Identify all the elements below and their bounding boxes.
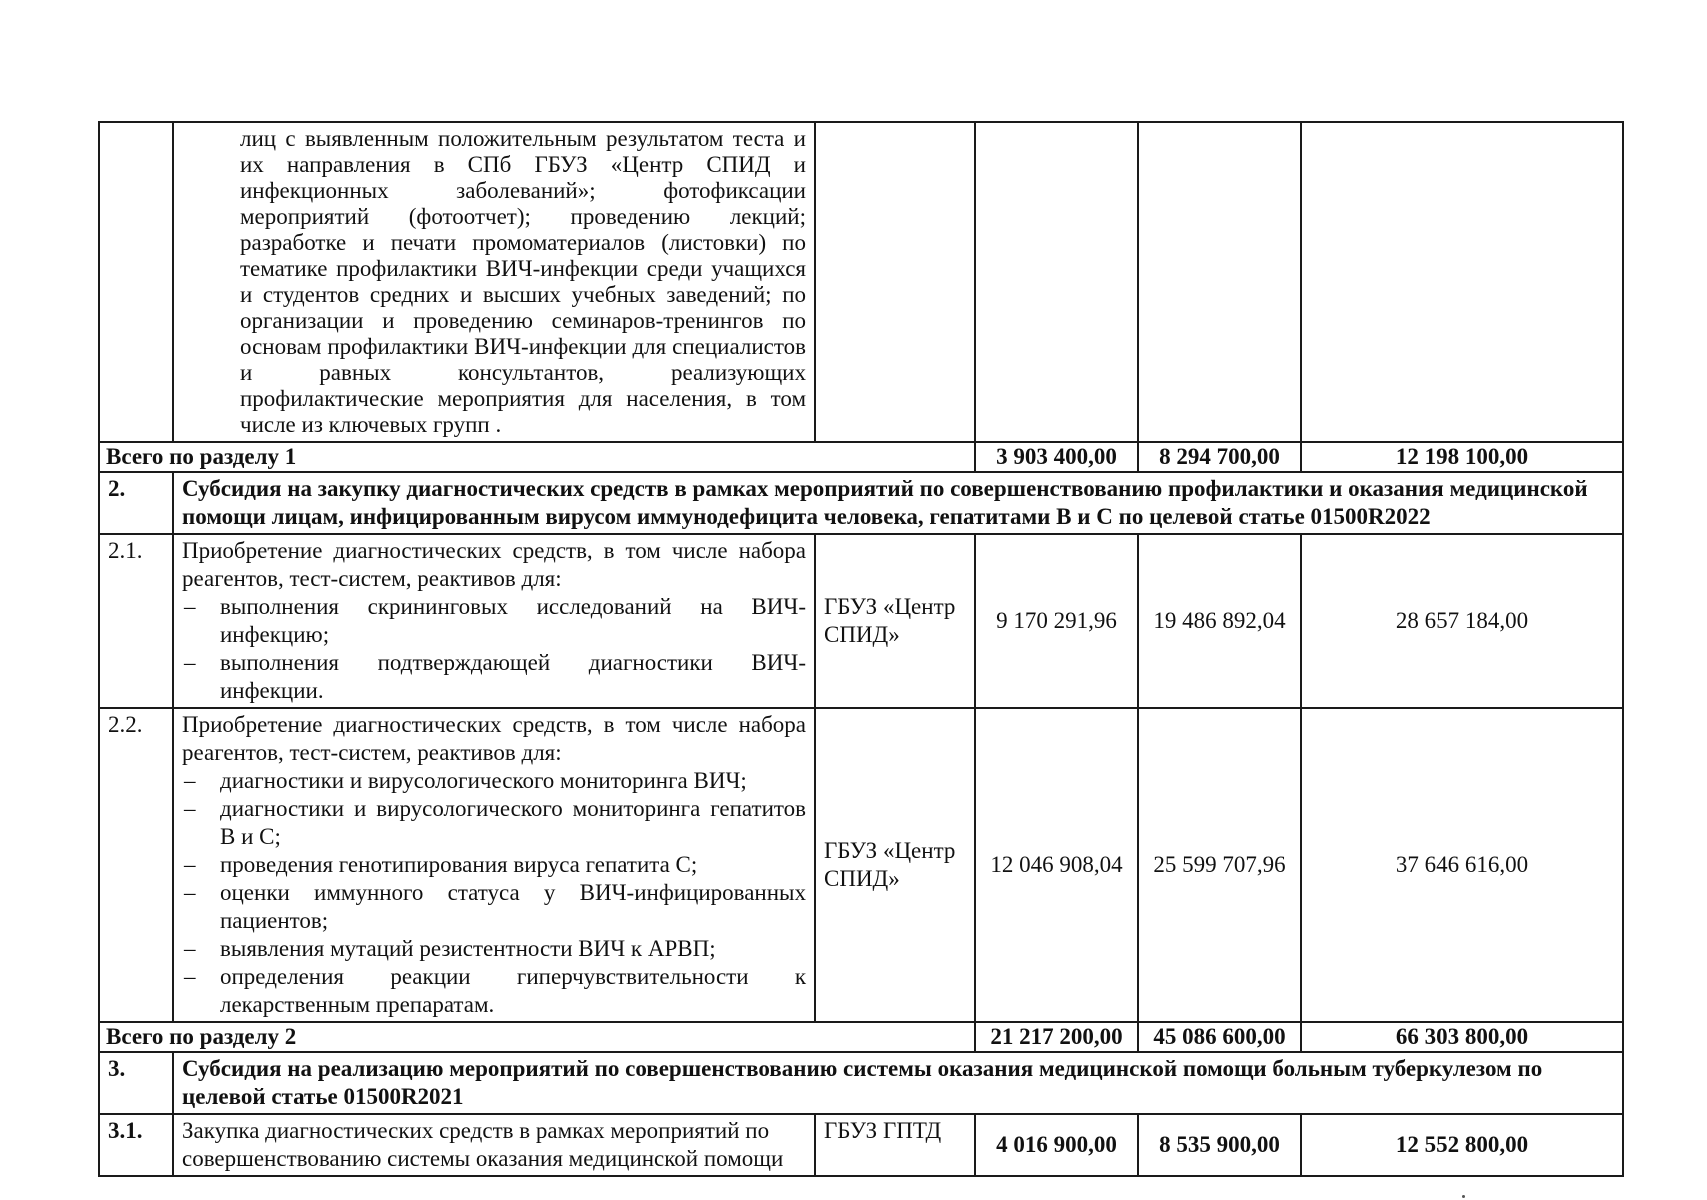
row-2-1-exec: ГБУЗ «Центр СПИД» (815, 534, 975, 708)
section-2-title: Субсидия на закупку диагностических средств в рамках мероприятий по совершенствованию профилактики и оказания медицинской помощи лицам, инфицированным вирусом иммунодефицита человека, гепатитами В и С по целевой статье 01500R2022 (173, 472, 1623, 534)
section-3-num: 3. (99, 1052, 173, 1114)
section-3-title: Субсидия на реализацию мероприятий по совершенствованию системы оказания медицинской помощи больным туберкулезом по целевой статье 01500R2021 (173, 1052, 1623, 1114)
row-2-1-v2: 19 486 892,04 (1138, 534, 1301, 708)
total1-v1: 3 903 400,00 (975, 442, 1138, 472)
cont-description: лиц с выявленным положительным результатом теста и их направления в СПб ГБУЗ «Центр СПИД и инфекционных заболеваний»; фотофиксации мероприятий (фотоотчет); проведению лекций; разработке и печати промоматериалов (листовки) по тематике профилактики ВИЧ-инфекции среди учащихся и студентов средних и высших учебных заведений; по организации и проведению семинаров-тренингов по основам профилактики ВИЧ-инфекции для специалистов и равных консультантов, реализующих профилактические мероприятия для населения, в том числе из ключевых групп . (173, 122, 815, 442)
total2-v2: 45 086 600,00 (1138, 1022, 1301, 1052)
row-3-1 (99, 1114, 1623, 1176)
total-row-1 (99, 442, 1623, 472)
continuation-row (99, 122, 1623, 442)
list-item: – определения реакции гиперчувствительности к лекарственным препаратам. (182, 963, 806, 1019)
row-2-2-v1: 12 046 908,04 (975, 708, 1138, 1022)
row-2-2-list (182, 767, 806, 1019)
total-row-2 (99, 1022, 1623, 1052)
cont-num-cell (99, 122, 173, 442)
row-3-1-desc: Закупка диагностических средств в рамках мероприятий по совершенствованию системы оказания медицинской помощи (173, 1114, 815, 1176)
row-2-2-num: 2.2. (99, 708, 173, 1022)
list-item: – выполнения подтверждающей диагностики ВИЧ-инфекции. (182, 649, 806, 705)
cont-v1-cell (975, 122, 1138, 442)
list-item: – выполнения скрининговых исследований на ВИЧ-инфекцию; (182, 593, 806, 649)
row-2-2-v2: 25 599 707,96 (1138, 708, 1301, 1022)
row-2-2 (99, 708, 1623, 1022)
row-2-1-intro: Приобретение диагностических средств, в том числе набора реагентов, тест-систем, реактивов для: (182, 538, 806, 591)
budget-table-page (98, 121, 1622, 1177)
row-3-1-v1: 4 016 900,00 (975, 1114, 1138, 1176)
total2-v3: 66 303 800,00 (1301, 1022, 1623, 1052)
total1-v3: 12 198 100,00 (1301, 442, 1623, 472)
row-3-1-num: 3.1. (99, 1114, 173, 1176)
row-2-2-exec: ГБУЗ «Центр СПИД» (815, 708, 975, 1022)
section-2-header (99, 472, 1623, 534)
row-3-1-v3: 12 552 800,00 (1301, 1114, 1623, 1176)
total1-v2: 8 294 700,00 (1138, 442, 1301, 472)
row-3-1-v2: 8 535 900,00 (1138, 1114, 1301, 1176)
row-2-1-list (182, 593, 806, 705)
total2-v1: 21 217 200,00 (975, 1022, 1138, 1052)
scan-speck (1462, 1195, 1465, 1198)
row-2-1-desc (173, 534, 815, 708)
total-label-1: Всего по разделу 1 (99, 442, 975, 472)
total-label-2: Всего по разделу 2 (99, 1022, 975, 1052)
row-2-1-v3: 28 657 184,00 (1301, 534, 1623, 708)
cont-v2-cell (1138, 122, 1301, 442)
row-2-1-v1: 9 170 291,96 (975, 534, 1138, 708)
list-item: – диагностики и вирусологического мониторинга гепатитов В и С; (182, 795, 806, 851)
list-item: – проведения генотипирования вируса гепатита С; (182, 851, 806, 879)
section-2-num: 2. (99, 472, 173, 534)
row-2-1 (99, 534, 1623, 708)
section-3-header (99, 1052, 1623, 1114)
list-item: – выявления мутаций резистентности ВИЧ к АРВП; (182, 935, 806, 963)
row-2-1-num: 2.1. (99, 534, 173, 708)
row-3-1-exec: ГБУЗ ГПТД (815, 1114, 975, 1176)
row-2-2-v3: 37 646 616,00 (1301, 708, 1623, 1022)
list-item: – диагностики и вирусологического мониторинга ВИЧ; (182, 767, 806, 795)
row-2-2-intro: Приобретение диагностических средств, в том числе набора реагентов, тест-систем, реактивов для: (182, 712, 806, 765)
list-item: – оценки иммунного статуса у ВИЧ-инфицированных пациентов; (182, 879, 806, 935)
budget-table (98, 121, 1624, 1177)
cont-v3-cell (1301, 122, 1623, 442)
cont-exec-cell (815, 122, 975, 442)
row-2-2-desc (173, 708, 815, 1022)
